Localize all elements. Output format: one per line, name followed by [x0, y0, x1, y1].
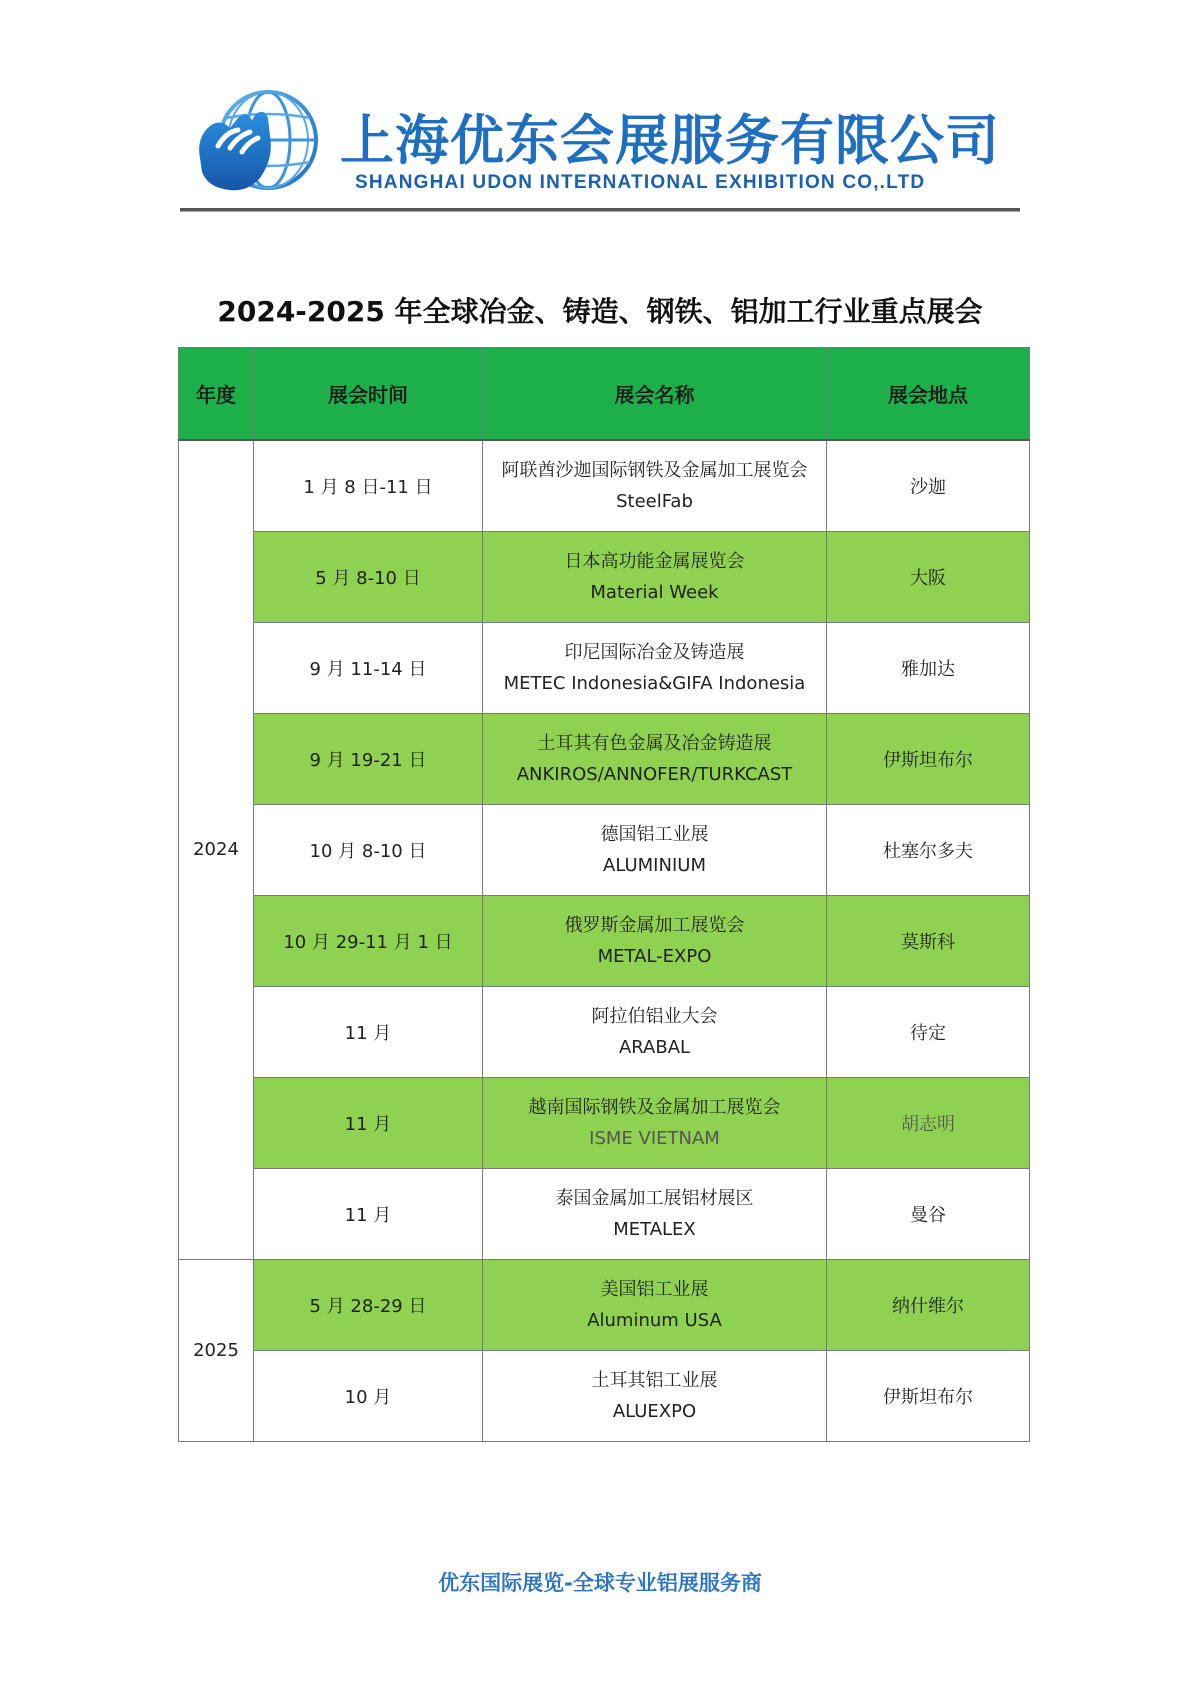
- document-title: 2024-2025 年全球冶金、铸造、钢铁、铝加工行业重点展会: [217, 295, 983, 328]
- exhibition-name-cn: 日本高功能金属展览会: [564, 550, 745, 572]
- table-row: [179, 986, 1030, 1077]
- exhibition-date: 1 月 8 日-11 日: [254, 440, 483, 531]
- table-row: [179, 804, 1030, 895]
- exhibition-name: [483, 1168, 827, 1259]
- exhibition-date: 11 月: [254, 986, 483, 1077]
- exhibition-name-en: Aluminum USA: [587, 1309, 722, 1331]
- exhibition-name-en: Material Week: [590, 581, 719, 603]
- exhibition-date: 10 月: [254, 1350, 483, 1441]
- exhibition-name-cn: 美国铝工业展: [600, 1278, 709, 1300]
- exhibition-name-cn: 印尼国际冶金及铸造展: [564, 641, 745, 663]
- table-row: [179, 531, 1030, 622]
- exhibition-name-en: ISME VIETNAM: [589, 1127, 720, 1149]
- company-name-cn: 上海优东会展服务有限公司: [340, 109, 1000, 172]
- table-row: [179, 1168, 1030, 1259]
- exhibition-date: 5 月 8-10 日: [254, 531, 483, 622]
- exhibition-date: 11 月: [254, 1168, 483, 1259]
- exhibition-date: 9 月 19-21 日: [254, 713, 483, 804]
- table-row: [179, 895, 1030, 986]
- exhibition-location: 莫斯科: [827, 895, 1030, 986]
- exhibition-name-en: ARABAL: [618, 1036, 691, 1058]
- exhibition-name-cn: 阿拉伯铝业大会: [591, 1005, 718, 1027]
- exhibition-date: 5 月 28-29 日: [254, 1259, 483, 1350]
- exhibition-location: 待定: [827, 986, 1030, 1077]
- exhibition-name-en: ALUMINIUM: [603, 854, 706, 876]
- exhibition-name: [483, 713, 827, 804]
- exhibition-name: [483, 1350, 827, 1441]
- exhibition-location: 沙迦: [827, 440, 1030, 531]
- exhibition-name: [483, 440, 827, 531]
- exhibition-name: [483, 1077, 827, 1168]
- column-header-date: 展会时间: [254, 348, 483, 441]
- exhibition-name: [483, 895, 827, 986]
- exhibition-name-en: METEC Indonesia&GIFA Indonesia: [503, 672, 806, 694]
- company-header: [180, 88, 1020, 213]
- exhibition-location: 雅加达: [827, 622, 1030, 713]
- table-row: [179, 622, 1030, 713]
- exhibition-name: [483, 804, 827, 895]
- exhibition-location: 伊斯坦布尔: [827, 1350, 1030, 1441]
- exhibition-name: [483, 622, 827, 713]
- exhibition-date: 11 月: [254, 1077, 483, 1168]
- exhibition-name-cn: 阿联酋沙迦国际钢铁及金属加工展览会: [501, 459, 808, 481]
- year-cell-2025: 2025: [179, 1259, 254, 1441]
- exhibition-name-en: SteelFab: [616, 490, 693, 512]
- table-row: [179, 440, 1030, 531]
- exhibition-location: 曼谷: [827, 1168, 1030, 1259]
- exhibition-name: [483, 986, 827, 1077]
- exhibition-name-en: METAL-EXPO: [597, 945, 712, 967]
- table-row: [179, 1350, 1030, 1441]
- table-row: [179, 1259, 1030, 1350]
- exhibition-location: 伊斯坦布尔: [827, 713, 1030, 804]
- exhibition-schedule-table: [178, 347, 1030, 1442]
- exhibition-name-en: ALUEXPO: [612, 1400, 697, 1422]
- exhibition-date: 10 月 29-11 月 1 日: [254, 895, 483, 986]
- table-row: [179, 713, 1030, 804]
- exhibition-name: [483, 531, 827, 622]
- table-row: [179, 1077, 1030, 1168]
- header-divider: [180, 208, 1020, 211]
- exhibition-name-en: METALEX: [613, 1218, 696, 1240]
- exhibition-name-cn: 土耳其有色金属及冶金铸造展: [537, 732, 772, 754]
- exhibition-location: 胡志明: [827, 1077, 1030, 1168]
- exhibition-name-cn: 德国铝工业展: [600, 823, 709, 845]
- exhibition-date: 10 月 8-10 日: [254, 804, 483, 895]
- year-cell-2024: 2024: [179, 440, 254, 1259]
- exhibition-date: 9 月 11-14 日: [254, 622, 483, 713]
- exhibition-location: 大阪: [827, 531, 1030, 622]
- exhibition-name-cn: 土耳其铝工业展: [591, 1369, 718, 1391]
- exhibition-location: 杜塞尔多夫: [827, 804, 1030, 895]
- exhibition-name-cn: 俄罗斯金属加工展览会: [564, 914, 745, 936]
- exhibition-name-en: ANKIROS/ANNOFER/TURKCAST: [516, 763, 793, 785]
- company-name-en: SHANGHAI UDON INTERNATIONAL EXHIBITION CO,.LTD: [355, 172, 926, 193]
- column-header-name: 展会名称: [483, 348, 827, 441]
- column-header-year: 年度: [179, 348, 254, 441]
- exhibition-name-cn: 越南国际钢铁及金属加工展览会: [528, 1096, 781, 1118]
- exhibition-name-cn: 泰国金属加工展铝材展区: [555, 1187, 754, 1209]
- footer-slogan: 优东国际展览-全球专业铝展服务商: [438, 1571, 762, 1595]
- exhibition-location: 纳什维尔: [827, 1259, 1030, 1350]
- hand-globe-logo-icon: [190, 88, 340, 200]
- column-header-location: 展会地点: [827, 348, 1030, 441]
- exhibition-name: [483, 1259, 827, 1350]
- table-header-row: [179, 348, 1030, 441]
